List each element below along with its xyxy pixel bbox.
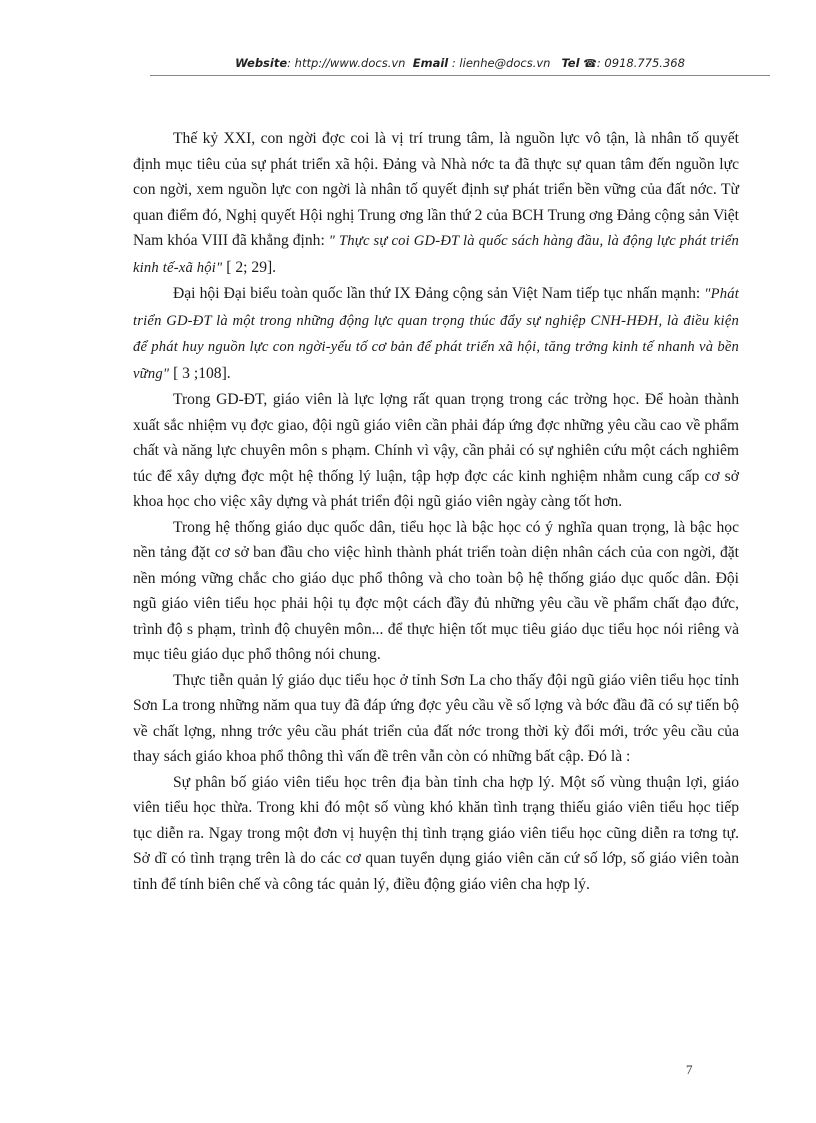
paragraph-text: Đại hội Đại biểu toàn quốc lần thứ IX Đảng cộng sản Việt Nam tiếp tục nhấn mạnh: [173, 285, 705, 302]
paragraph-6 [133, 770, 739, 898]
paragraph-text: Trong hệ thống giáo dục quốc dân, tiểu học là bậc học có ý nghĩa quan trọng, là bậc học nền tảng đặt cơ sở ban đầu cho việc hình thành phát triển toàn diện nhân cách của con ngời, đặt nền móng vững chắc cho giáo dục phổ thông và cho toàn bộ hệ thống giáo dục quốc dân. Đội ngũ giáo viên tiểu học phải hội tụ đợc một cách đầy đủ những yêu cầu về phẩm chất đạo đức, trình độ s phạm, trình độ chuyên môn... để thực hiện tốt mục tiêu giáo dục tiểu học nói riêng và mục tiêu giáo dục phổ thông nói chung. [133, 518, 739, 663]
citation: [ 3 ;108]. [169, 364, 231, 382]
tel-label: Tel [561, 56, 580, 70]
paragraph-text: Trong GD-ĐT, giáo viên là lực lợng rất quan trọng trong các trờng học. Để hoàn thành xuất sắc nhiệm vụ đợc giao, đội ngũ giáo viên cần phải đáp ứng đợc những yêu cầu cao về phẩm chất và năng lực chuyên môn s phạm. Chính vì vậy, cần phải có sự nghiên cứu một cách nghiêm túc để xây dựng đợc một hệ thống lý luận, tập hợp đợc các kinh nghiệm nhằm cung cấp cơ sở khoa học cho việc xây dựng và phát triển đội ngũ giáo viên ngày càng tốt hơn. [133, 391, 739, 510]
tel-number: : 0918.775.368 [596, 56, 685, 70]
paragraph-text: Sự phân bố giáo viên tiểu học trên địa bàn tỉnh cha hợp lý. Một số vùng thuận lợi, giáo viên tiểu học thừa. Trong khi đó một số vùng khó khăn tình trạng thiếu giáo viên tiểu học tiếp tục diễn ra. Ngay trong một đơn vị huyện thị tình trạng giáo viên tiểu học cũng diễn ra tơng tự. Sở dĩ có tình trạng trên là do các cơ quan tuyển dụng giáo viên căn cứ số lớp, số giáo viên toàn tỉnh để tính biên chế và công tác quản lý, điều động giáo viên cha hợp lý. [133, 773, 739, 893]
paragraph-1 [133, 126, 739, 281]
paragraph-text: Thế kỷ XXI, con ngời đợc coi là vị trí trung tâm, là nguồn lực vô tận, là nhân tố quyết định mục tiêu của sự phát triển xã hội. Đảng và Nhà nớc ta đã thực sự quan tâm đến nguồn lực con ngời, xem nguồn lực con ngời là nhân tố quyết định sự phát triển bền vững của đất nớc. Từ quan điểm đó, Nghị quyết Hội nghị Trung ơng lần thứ 2 của BCH Trung ơng Đảng cộng sản Việt Nam khóa VIII đã khẳng định: [133, 130, 739, 249]
paragraph-quote: "Phát triển GD-ĐT là một trong những động lực quan trọng thúc đẩy sự nghiệp CNH-HĐH, là điều kiện để phát huy nguồn lực con ngời-yếu tố cơ bản để phát triển xã hội, tăng trởng kinh tế nhanh và bền vững" [133, 286, 739, 382]
website-url[interactable]: : http://www.docs.vn [287, 56, 406, 70]
paragraph-4 [133, 515, 739, 668]
paragraph-5 [133, 668, 739, 770]
email-label: Email [412, 56, 449, 70]
header-divider [150, 75, 770, 76]
page-number: 7 [686, 1062, 693, 1077]
paragraph-quote: " Thực sự coi GD-ĐT là quốc sách hàng đầu, là động lực phát triển kinh tế-xã hội" [133, 233, 739, 276]
paragraph-2 [133, 281, 739, 387]
email-address[interactable]: : lienhe@docs.vn [451, 56, 551, 70]
page-header [150, 56, 770, 70]
document-body [133, 126, 739, 897]
phone-icon: ☎ [583, 57, 597, 70]
citation: [ 2; 29]. [222, 258, 277, 276]
paragraph-3 [133, 387, 739, 515]
paragraph-text: Thực tiễn quản lý giáo dục tiểu học ở tỉnh Sơn La cho thấy đội ngũ giáo viên tiểu học tỉnh Sơn La trong những năm qua tuy đã đáp ứng đợc yêu cầu về số lợng và bớc đầu đã có sự tiến bộ về chất lợng, nhng trớc yêu cầu phát triển của đất nớc trong thời kỳ đổi mới, trớc yêu cầu của thay sách giáo khoa phổ thông thì vấn đề trên vẫn còn có những bất cập. Đó là : [133, 671, 739, 765]
website-label: Website [235, 56, 288, 70]
